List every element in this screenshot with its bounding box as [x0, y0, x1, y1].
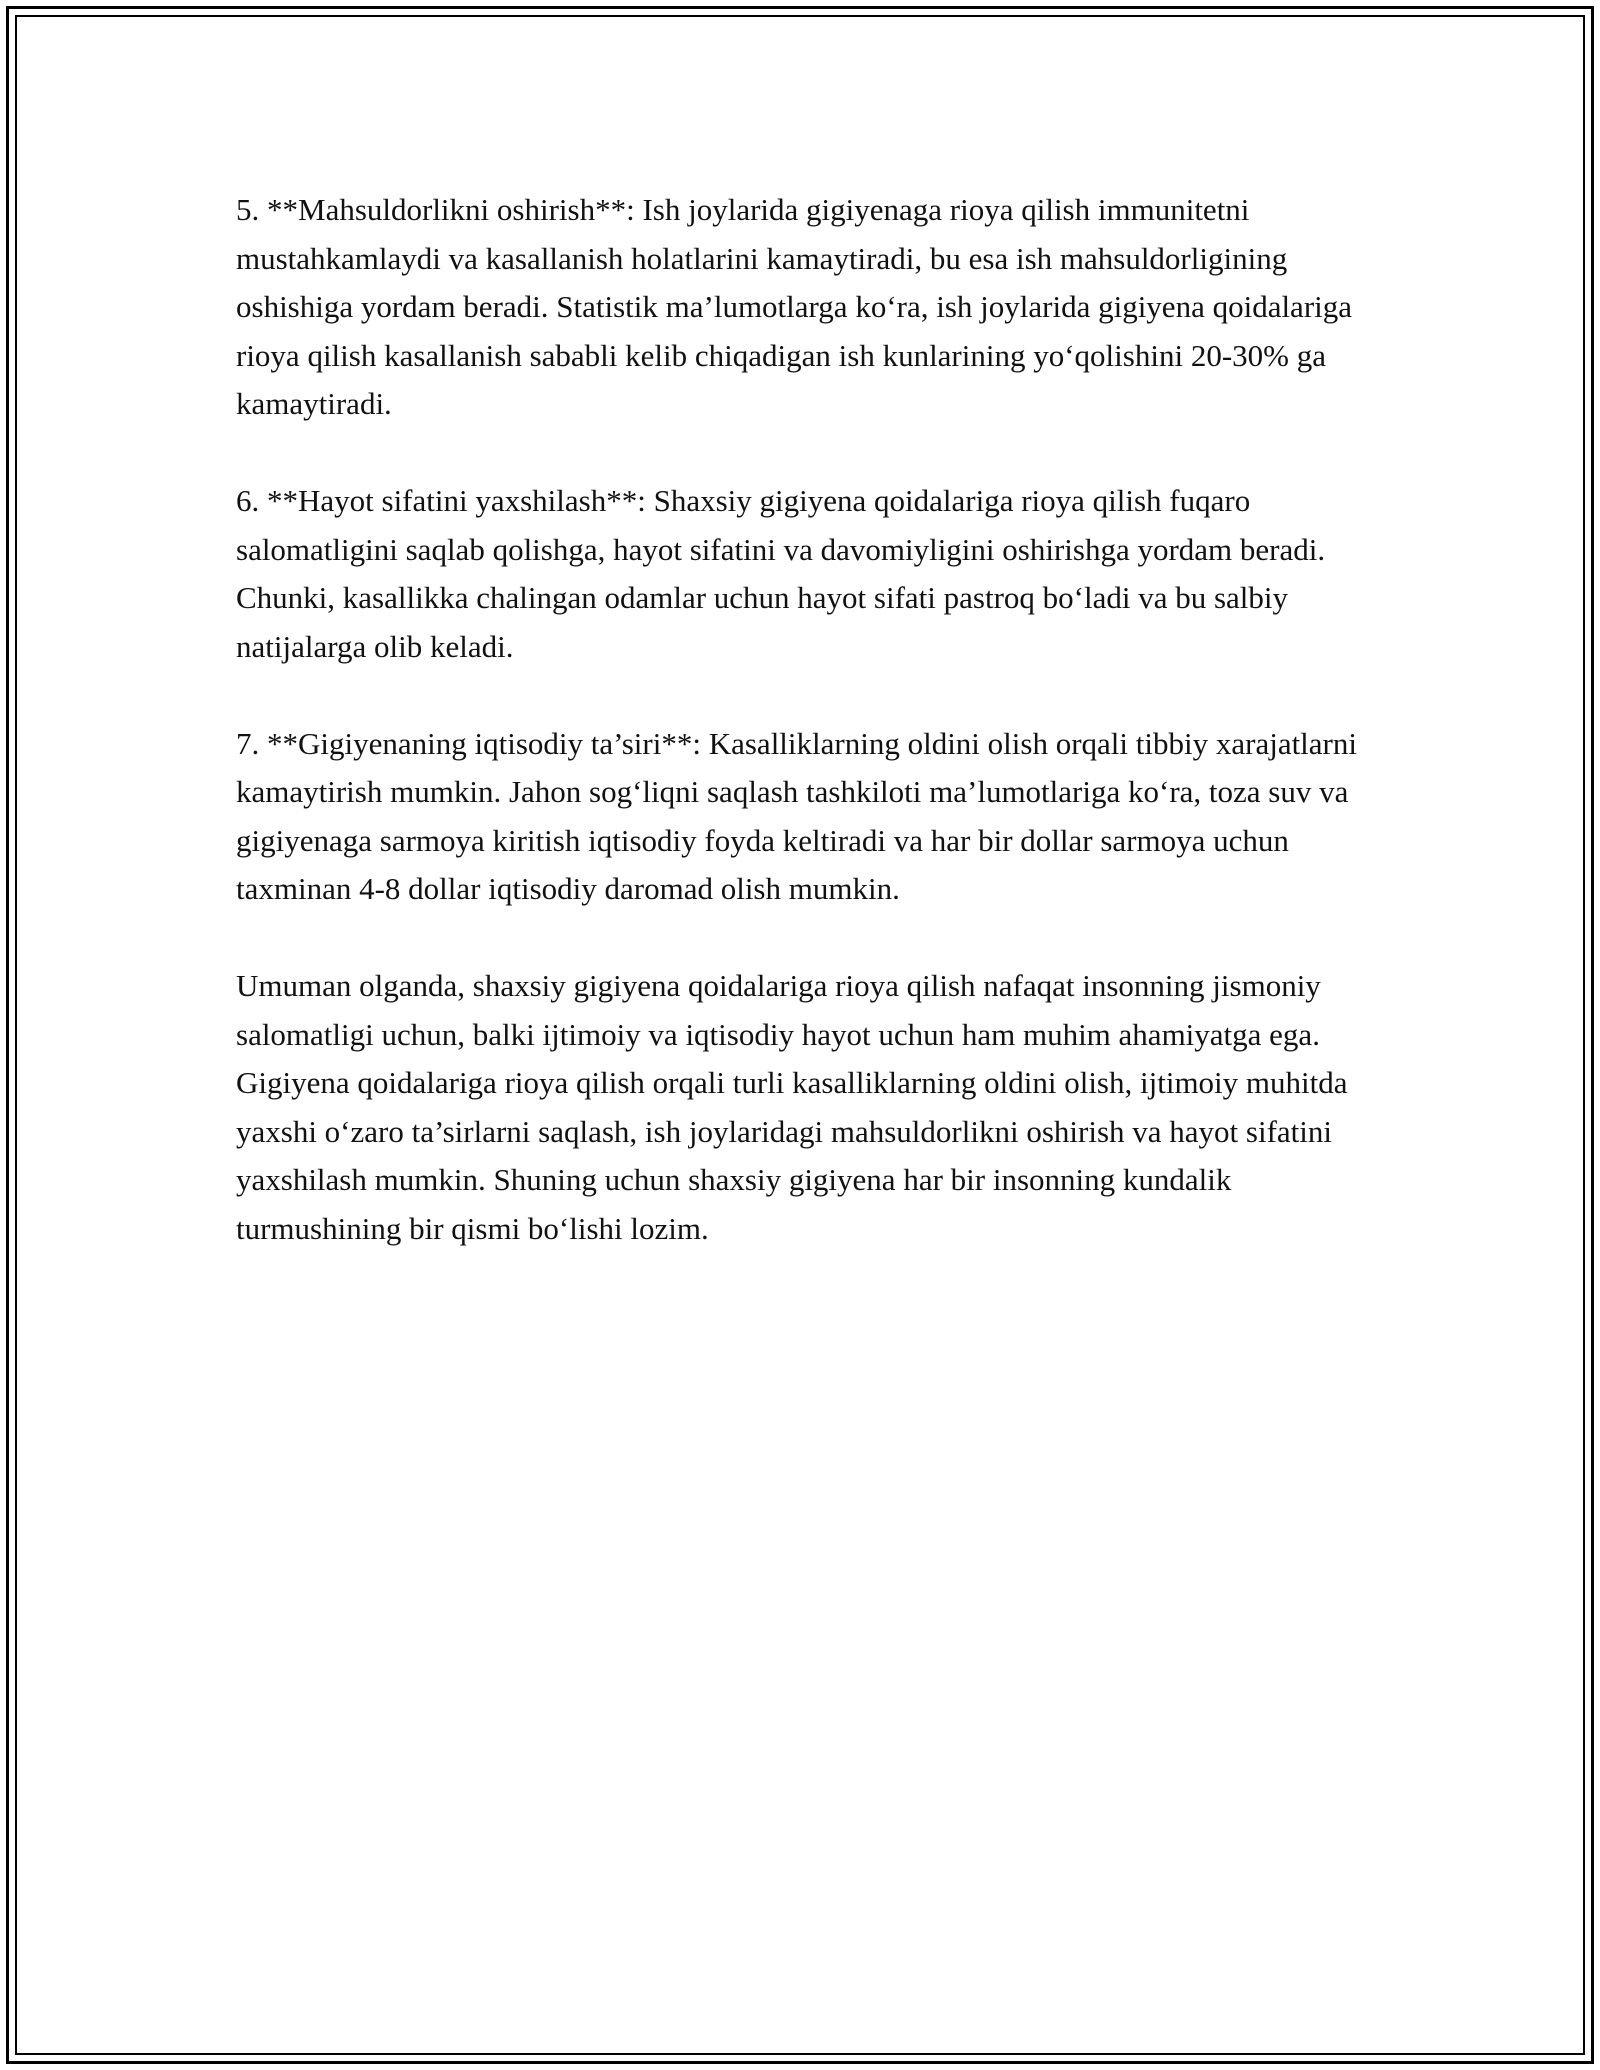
paragraph-productivity: 5. **Mahsuldorlikni oshirish**: Ish joylarida gigiyenaga rioya qilish immunitetni mustahkamlaydi va kasallanish holatlarini kamaytiradi, bu esa ish mahsuldorligining oshishiga yordam beradi. Statistik ma’lumotlarga ko‘ra, ish joylarida gigiyena qoidalariga rioya qilish kasallanish sababli kelib chiqadigan ish kunlarining yo‘qolishini 20-30% ga kamaytiradi. [236, 192, 1353, 421]
document-body [236, 186, 1376, 1302]
paragraph-quality-of-life: 6. **Hayot sifatini yaxshilash**: Shaxsiy gigiyena qoidalariga rioya qilish fuqaro salomatligini saqlab qolishga, hayot sifatini va davomiyligini oshirishga yordam beradi. Chunki, kasallikka chalingan odamlar uchun hayot sifati pastroq bo‘ladi va bu salbiy natijalarga olib keladi. [236, 483, 1326, 664]
paragraph-economic-impact: 7. **Gigiyenaning iqtisodiy ta’siri**: Kasalliklarning oldini olish orqali tibbiy xarajatlarni kamaytirish mumkin. Jahon sog‘liqni saqlash tashkiloti ma’lumotlariga ko‘ra, toza suv va gigiyenaga sarmoya kiritish iqtisodiy foyda keltiradi va har bir dollar sarmoya uchun taxminan 4-8 dollar iqtisodiy daromad olish mumkin. [236, 725, 1357, 906]
paragraph-conclusion: Umuman olganda, shaxsiy gigiyena qoidalariga rioya qilish nafaqat insonning jismoniy salomatligi uchun, balki ijtimoiy va iqtisodiy hayot uchun ham muhim ahamiyatga ega. Gigiyena qoidalariga rioya qilish orqali turli kasalliklarning oldini olish, ijtimoiy muhitda yaxshi o‘zaro ta’sirlarni saqlash, ish joylaridagi mahsuldorlikni oshirish va hayot sifatini yaxshilash mumkin. Shuning uchun shaxsiy gigiyena har bir insonning kundalik turmushining bir qismi bo‘lishi lozim. [236, 968, 1348, 1246]
